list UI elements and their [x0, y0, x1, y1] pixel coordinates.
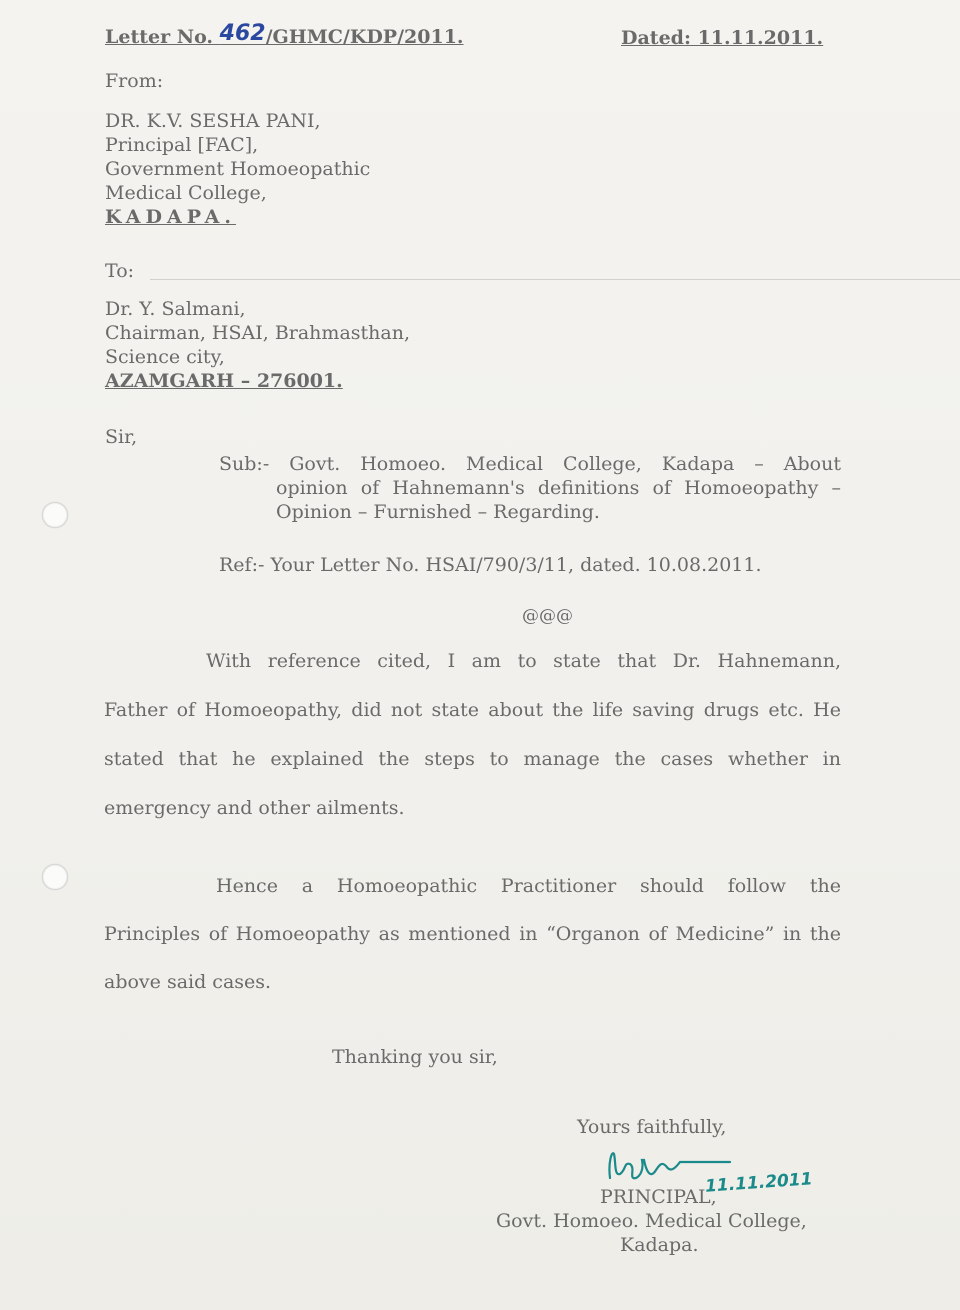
signature-date-handwritten: 11.11.2011	[704, 1169, 814, 1197]
paragraph1-line-1: With reference cited, I am to state that Dr. Hahnemann,	[206, 650, 841, 672]
reference-line: Ref:- Your Letter No. HSAI/790/3/11, dated. 10.08.2011.	[219, 554, 762, 576]
from-line-3: Government Homoeopathic	[105, 158, 371, 180]
paragraph1-line-3: stated that he explained the steps to manage the cases whether in	[104, 748, 841, 770]
punch-hole-bottom	[42, 864, 68, 890]
subject-line-2: opinion of Hahnemann's definitions of Homoeopathy –	[276, 477, 841, 499]
letter-number-suffix: /GHMC/KDP/2011.	[265, 26, 464, 48]
institution-city: Kadapa.	[620, 1234, 699, 1256]
from-line-1: DR. K.V. SESHA PANI,	[105, 110, 321, 132]
subject-line-3: Opinion – Furnished – Regarding.	[276, 501, 600, 523]
to-line-2: Chairman, HSAI, Brahmasthan,	[105, 322, 410, 344]
salutation: Sir,	[105, 426, 138, 448]
institution: Govt. Homoeo. Medical College,	[496, 1210, 807, 1232]
to-city: AZAMGARH – 276001.	[105, 370, 343, 392]
subject-line-1: Sub:- Govt. Homoeo. Medical College, Kadapa – About	[219, 453, 841, 475]
to-line-1: Dr. Y. Salmani,	[105, 298, 246, 320]
to-label: To:	[105, 260, 135, 282]
from-city: KADAPA.	[105, 206, 236, 228]
to-line-3: Science city,	[105, 346, 225, 368]
designation: PRINCIPAL,	[600, 1186, 717, 1208]
letter-number-prefix: Letter No.	[105, 26, 214, 48]
paragraph1-line-2: Father of Homoeopathy, did not state about the life saving drugs etc. He	[104, 699, 841, 721]
paragraph2-line-1: Hence a Homoeopathic Practitioner should follow the	[216, 875, 841, 897]
from-line-2: Principal [FAC],	[105, 134, 259, 156]
paragraph1-line-4: emergency and other ailments.	[104, 797, 405, 819]
thanking-line: Thanking you sir,	[332, 1046, 498, 1068]
yours-faithfully: Yours faithfully,	[577, 1116, 727, 1138]
punch-hole-top	[42, 502, 68, 528]
separator: @@@	[522, 606, 573, 626]
letter-date: Dated: 11.11.2011.	[621, 27, 824, 49]
letter-number	[105, 21, 464, 48]
fold-line	[150, 279, 960, 280]
paragraph2-line-3: above said cases.	[104, 971, 272, 993]
paragraph2-line-2: Principles of Homoeopathy as mentioned in “Organon of Medicine” in the	[104, 923, 841, 945]
letter-number-handwritten: 462	[219, 21, 266, 46]
from-label: From:	[105, 70, 164, 92]
from-line-4: Medical College,	[105, 182, 267, 204]
